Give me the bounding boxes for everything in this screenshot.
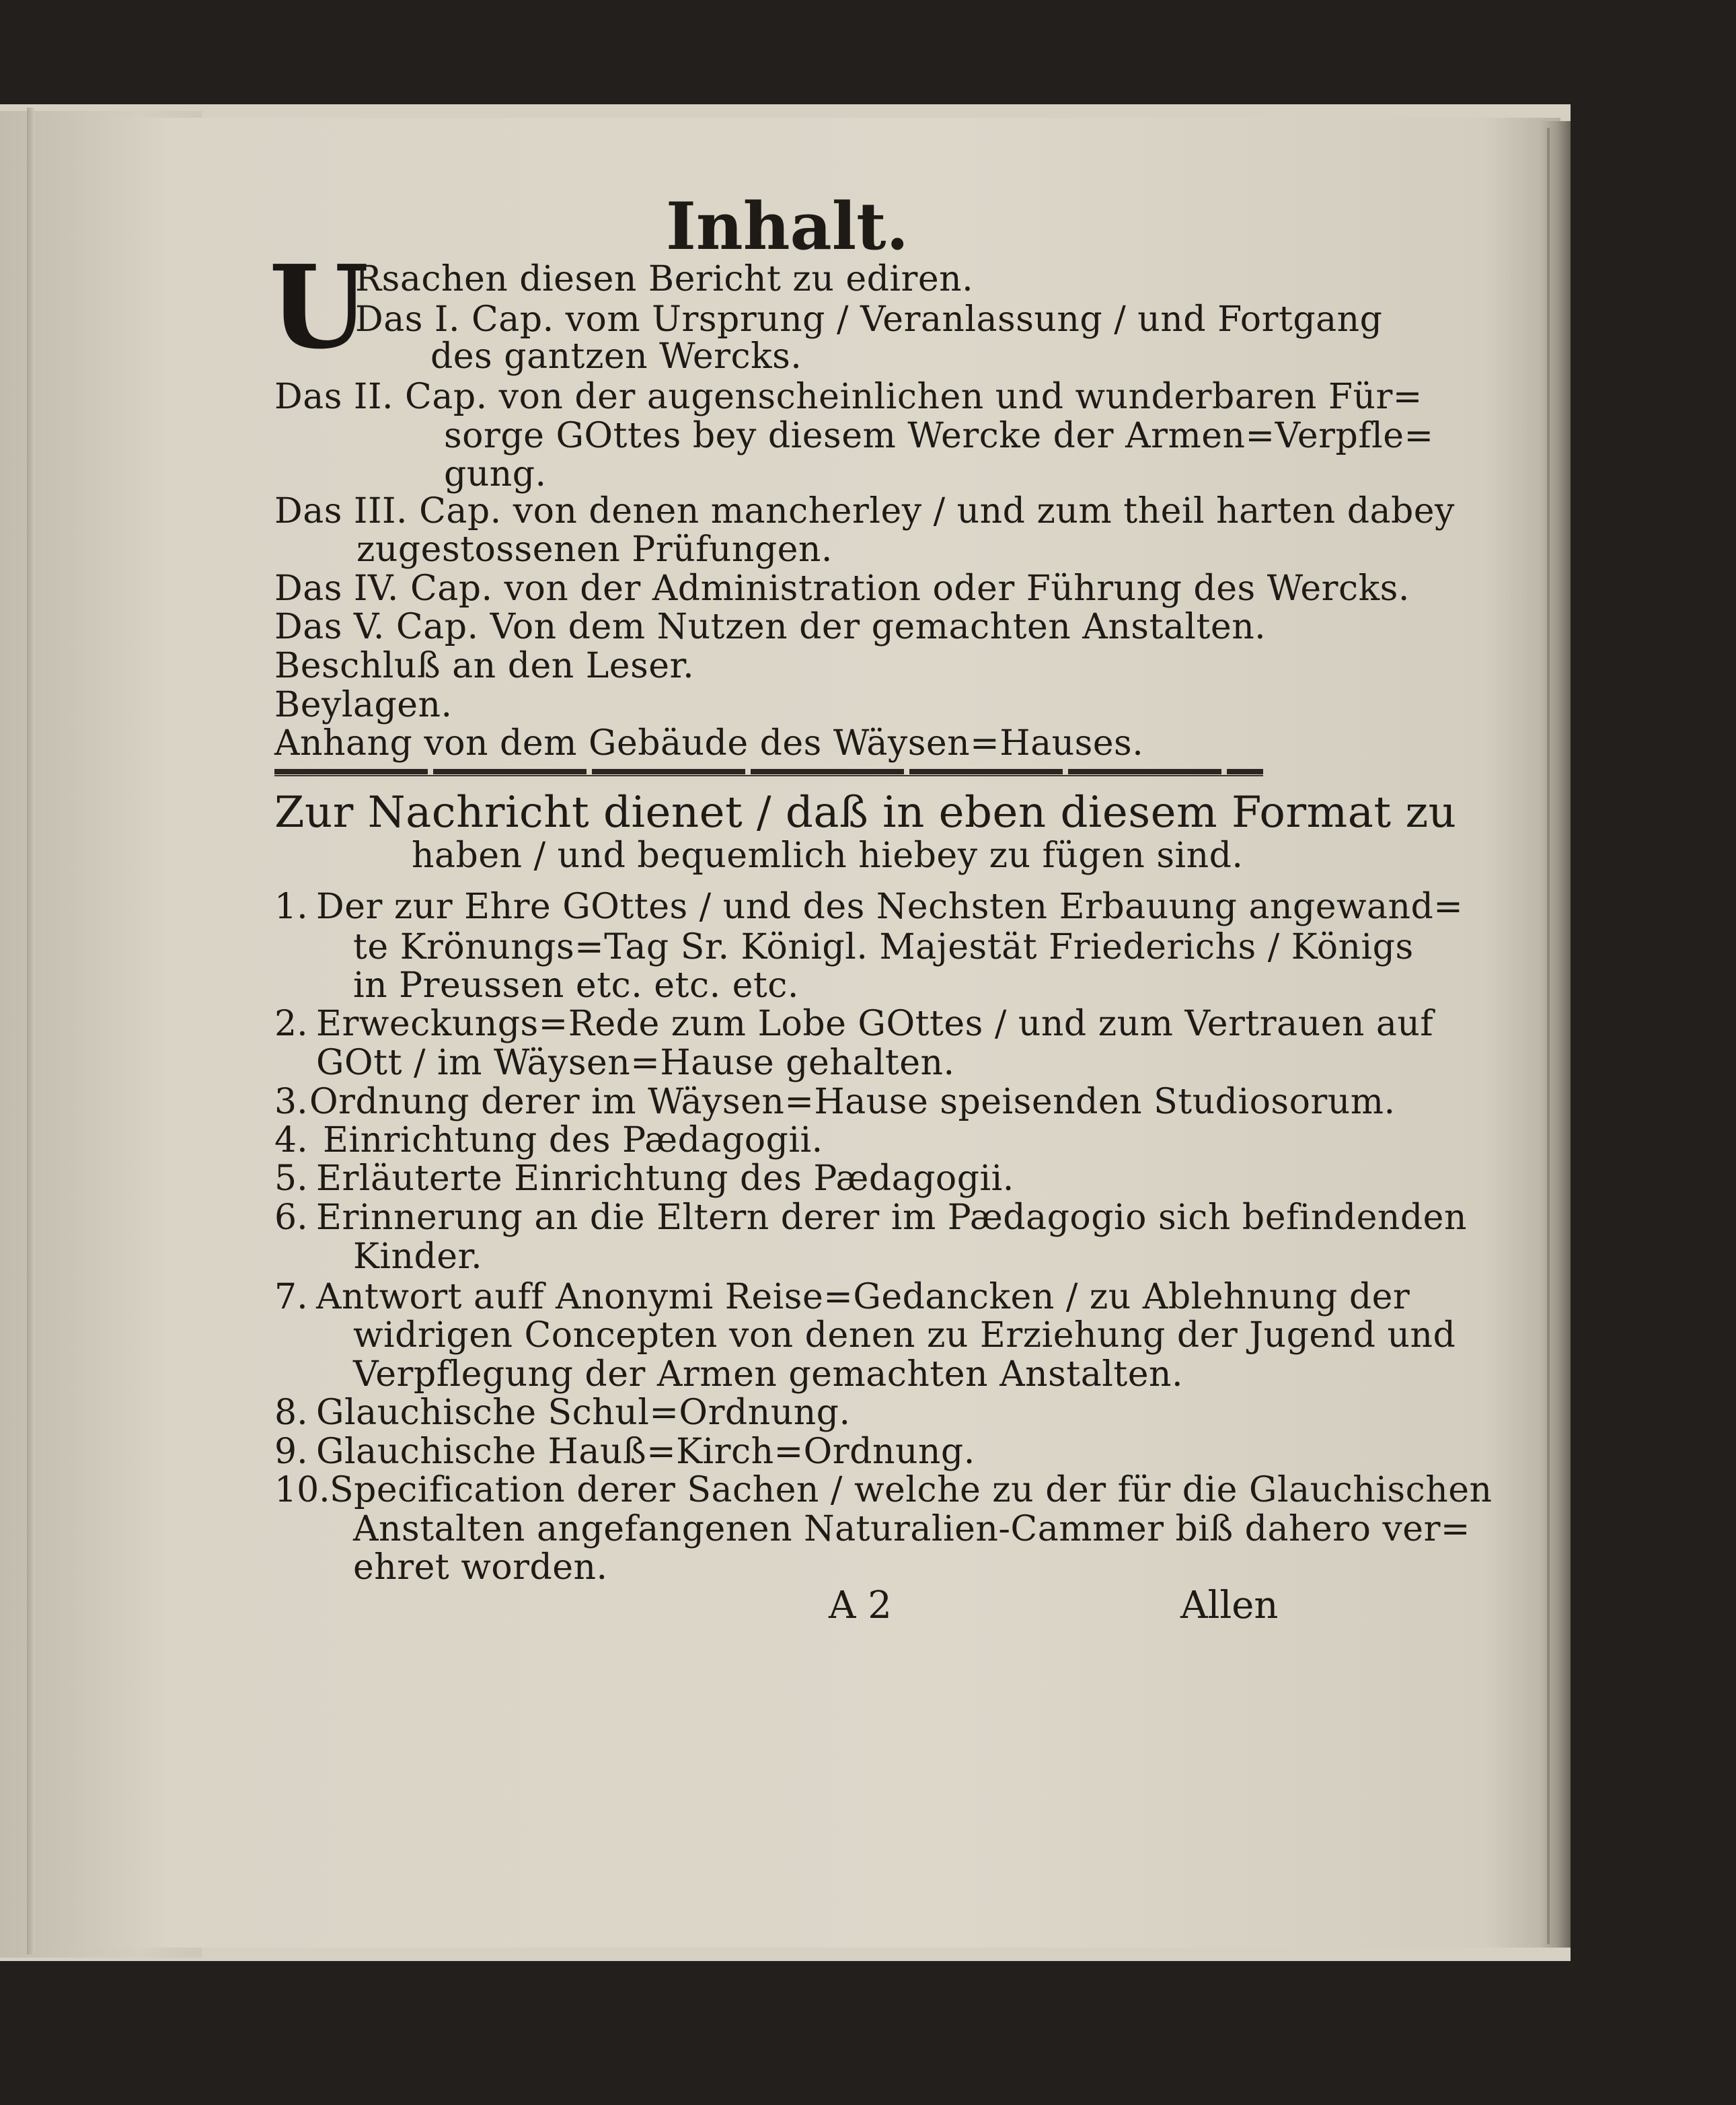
- item-line: Glauchische Hauß=Kirch=Ordnung.: [316, 1432, 975, 1472]
- item-line: Glauchische Schul=Ordnung.: [316, 1393, 851, 1433]
- contents-line: Beschluß an den Leser.: [274, 646, 695, 686]
- item-line: ehret worden.: [353, 1547, 608, 1588]
- item-line: Verpflegung der Armen gemachten Anstalten.: [353, 1354, 1184, 1395]
- item-line: Kinder.: [353, 1236, 483, 1277]
- item-line: GOtt / im Wäysen=Hause gehalten.: [316, 1043, 955, 1083]
- item-number: 4.: [274, 1120, 308, 1160]
- item-number: 2.: [274, 1004, 308, 1044]
- contents-line: Das III. Cap. von denen mancherley / und zum theil harten dabey: [274, 491, 1455, 531]
- contents-line: Anhang von dem Gebäude des Wäysen=Hauses.: [274, 723, 1144, 764]
- contents-line: gung.: [444, 454, 547, 494]
- section-divider: [274, 769, 1263, 774]
- contents-line: Das V. Cap. Von dem Nutzen der gemachten Anstalten.: [274, 607, 1267, 647]
- item-number: 3.: [274, 1082, 308, 1122]
- item-line: Specification derer Sachen / welche zu der für die Glauchischen: [330, 1470, 1493, 1510]
- contents-line: Das II. Cap. von der augenscheinlichen und wunderbaren Für=: [274, 377, 1423, 417]
- item-line: Erläuterte Einrichtung des Pædagogii.: [316, 1158, 1014, 1199]
- drop-initial: U: [269, 240, 369, 375]
- item-number: 8.: [274, 1393, 308, 1433]
- contents-line: Das IV. Cap. von der Administration oder Führung des Wercks.: [274, 568, 1410, 609]
- contents-line: Rsachen diesen Bericht zu ediren.: [355, 259, 974, 299]
- page-title: Inhalt.: [666, 188, 909, 264]
- contents-line: Das I. Cap. vom Ursprung / Veranlassung / und Fortgang: [355, 299, 1383, 340]
- item-line: widrigen Concepten von denen zu Erziehung der Jugend und: [353, 1315, 1456, 1356]
- item-line: Antwort auff Anonymi Reise=Gedancken / zu Ablehnung der: [316, 1277, 1410, 1317]
- item-number: 1.: [274, 887, 308, 927]
- signature-mark: A 2: [829, 1584, 892, 1627]
- item-number: 6.: [274, 1197, 308, 1238]
- item-line: in Preussen etc. etc. etc.: [353, 965, 799, 1006]
- item-line: Anstalten angefangenen Naturalien-Cammer biß dahero ver=: [353, 1509, 1470, 1549]
- item-number: 5.: [274, 1158, 308, 1199]
- catchword: Allen: [1180, 1584, 1279, 1627]
- item-line: Ordnung derer im Wäysen=Hause speisenden Studiosorum.: [309, 1082, 1396, 1122]
- item-line: Der zur Ehre GOttes / und des Nechsten Erbauung angewand=: [316, 887, 1464, 927]
- contents-line: des gantzen Wercks.: [430, 336, 802, 377]
- item-line: Erinnerung an die Eltern derer im Pædagogio sich befindenden: [316, 1197, 1467, 1238]
- notice-subheading: haben / und bequemlich hiebey zu fügen sind.: [412, 836, 1244, 876]
- section-divider-underline: [274, 775, 1263, 776]
- item-number: 10.: [274, 1470, 330, 1510]
- contents-line: Beylagen.: [274, 685, 453, 725]
- item-line: te Krönungs=Tag Sr. Königl. Majestät Friederichs / Königs: [353, 927, 1414, 967]
- contents-line: zugestossenen Prüfungen.: [356, 529, 833, 570]
- item-line: Einrichtung des Pædagogii.: [323, 1120, 823, 1160]
- item-number: 7.: [274, 1277, 308, 1317]
- item-line: Erweckungs=Rede zum Lobe GOttes / und zum Vertrauen auf: [316, 1004, 1434, 1044]
- notice-heading: Zur Nachricht dienet / daß in eben diesem Format zu: [274, 788, 1457, 838]
- item-number: 9.: [274, 1432, 308, 1472]
- contents-line: sorge GOttes bey diesem Wercke der Armen=Verpfle=: [444, 416, 1434, 456]
